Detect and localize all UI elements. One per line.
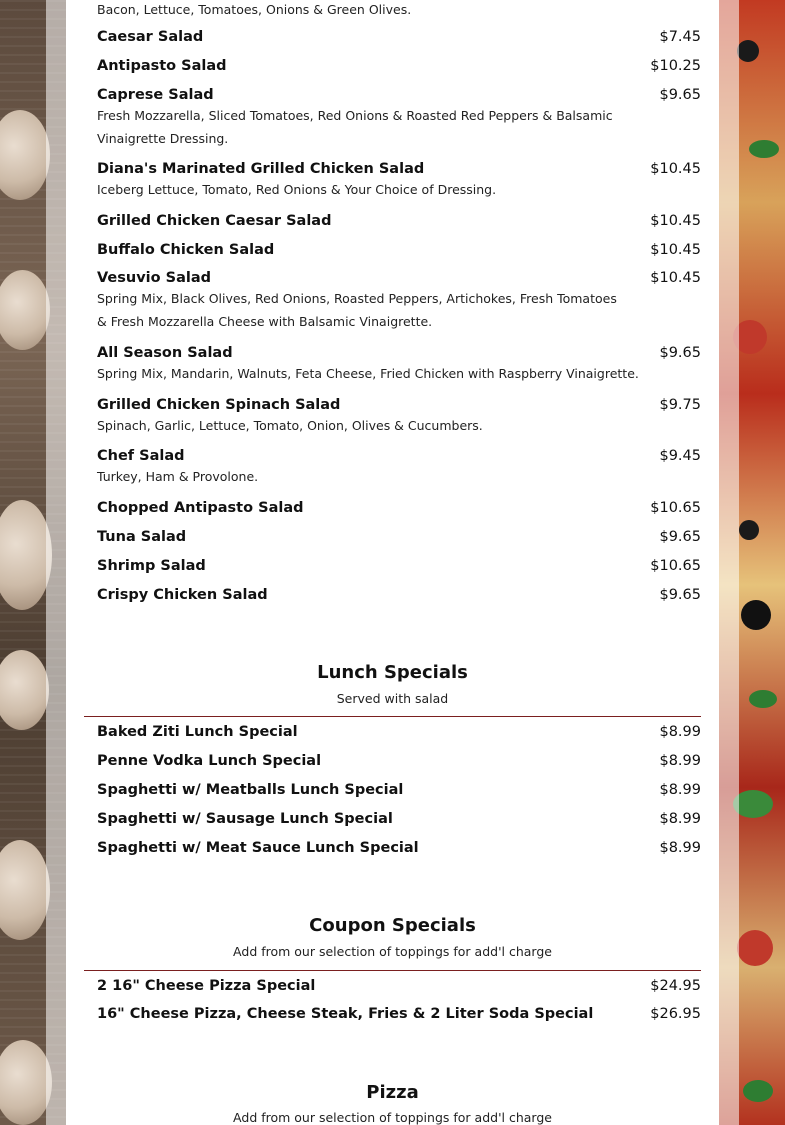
menu-item	[97, 724, 701, 740]
section-subtitle: Served with salad	[336, 691, 449, 706]
item-name: Chopped Antipasto Salad	[97, 500, 304, 516]
menu-item	[97, 500, 701, 516]
menu-item	[97, 753, 701, 769]
mushroom-image	[0, 840, 50, 940]
item-price: $9.45	[659, 448, 701, 464]
item-name: Diana's Marinated Grilled Chicken Salad	[97, 161, 425, 177]
mushroom-image	[0, 650, 49, 730]
item-price: $9.65	[659, 529, 701, 545]
item-name: Spaghetti w/ Sausage Lunch Special	[97, 811, 393, 827]
menu-item	[97, 811, 701, 827]
menu-item	[97, 58, 701, 74]
menu-item	[97, 448, 701, 488]
basil-topping	[749, 690, 777, 708]
item-name: 2 16" Cheese Pizza Special	[97, 978, 316, 994]
menu-item	[97, 529, 701, 545]
item-name: Spaghetti w/ Meatballs Lunch Special	[97, 782, 404, 798]
menu-item	[97, 213, 701, 229]
olive-topping	[737, 40, 759, 62]
menu-item	[97, 558, 701, 574]
menu-item	[97, 1006, 701, 1022]
item-description: Iceberg Lettuce, Tomato, Red Onions & Your Choice of Dressing.	[97, 182, 497, 197]
item-price: $9.65	[659, 345, 701, 361]
item-name: Shrimp Salad	[97, 558, 206, 574]
item-price: $8.99	[659, 811, 701, 827]
item-name: Chef Salad	[97, 448, 185, 464]
item-description: Bacon, Lettuce, Tomatoes, Onions & Green Olives.	[97, 2, 412, 17]
item-price: $24.95	[650, 978, 701, 994]
item-price: $8.99	[659, 840, 701, 856]
section-divider	[84, 716, 701, 717]
item-name: Penne Vodka Lunch Special	[97, 753, 322, 769]
item-description: Turkey, Ham & Provolone.	[97, 469, 259, 484]
item-name: Vesuvio Salad	[97, 270, 212, 286]
item-name: 16" Cheese Pizza, Cheese Steak, Fries & 2 Liter Soda Special	[97, 1006, 594, 1022]
menu-item	[97, 161, 701, 201]
item-price: $9.65	[659, 87, 701, 103]
section-title-pizza: Pizza	[366, 1082, 419, 1103]
item-name: Crispy Chicken Salad	[97, 587, 268, 603]
item-price: $8.99	[659, 782, 701, 798]
menu-item	[97, 397, 701, 437]
item-price: $10.45	[650, 213, 701, 229]
pepperoni-topping	[737, 930, 773, 966]
item-price: $10.25	[650, 58, 701, 74]
mushroom-image	[0, 110, 50, 200]
mushroom-image	[0, 1040, 52, 1125]
item-price: $9.65	[659, 587, 701, 603]
item-description: Spinach, Garlic, Lettuce, Tomato, Onion, Olives & Cucumbers.	[97, 418, 483, 433]
item-price: $26.95	[650, 1006, 701, 1022]
item-description: Spring Mix, Mandarin, Walnuts, Feta Cheese, Fried Chicken with Raspberry Vinaigrette.	[97, 366, 639, 381]
menu-item	[97, 345, 701, 385]
item-name: Grilled Chicken Caesar Salad	[97, 213, 332, 229]
menu-item	[97, 782, 701, 798]
basil-topping	[733, 790, 773, 818]
item-name: Grilled Chicken Spinach Salad	[97, 397, 341, 413]
item-name: Caesar Salad	[97, 29, 204, 45]
panel-shadow-left	[46, 0, 66, 1125]
menu-item	[97, 840, 701, 856]
section-divider	[84, 970, 701, 971]
section-subtitle: Add from our selection of toppings for add'l charge	[233, 1110, 552, 1125]
item-price: $10.65	[650, 500, 701, 516]
basil-topping	[749, 140, 779, 158]
item-name: All Season Salad	[97, 345, 233, 361]
menu-panel	[66, 0, 719, 1125]
item-price: $8.99	[659, 724, 701, 740]
item-name: Baked Ziti Lunch Special	[97, 724, 298, 740]
item-name: Caprese Salad	[97, 87, 214, 103]
basil-topping	[743, 1080, 773, 1102]
menu-item	[97, 587, 701, 603]
item-name: Spaghetti w/ Meat Sauce Lunch Special	[97, 840, 419, 856]
menu-item	[97, 29, 701, 45]
section-subtitle: Add from our selection of toppings for add'l charge	[233, 944, 552, 959]
item-price: $10.65	[650, 558, 701, 574]
olive-topping	[739, 520, 759, 540]
item-price: $9.75	[659, 397, 701, 413]
menu-item	[97, 270, 701, 333]
menu-item	[97, 87, 701, 150]
item-price: $10.45	[650, 270, 701, 286]
item-price: $7.45	[659, 29, 701, 45]
menu-item	[97, 242, 701, 258]
item-price: $10.45	[650, 242, 701, 258]
item-name: Antipasto Salad	[97, 58, 227, 74]
item-description: Spring Mix, Black Olives, Red Onions, Roasted Peppers, Artichokes, Fresh Tomatoes & Fresh Mozzarella Cheese with Balsamic Vinaigrette.	[97, 291, 617, 329]
menu-item	[97, 978, 701, 994]
item-price: $8.99	[659, 753, 701, 769]
item-name: Tuna Salad	[97, 529, 187, 545]
olive-topping	[741, 600, 771, 630]
section-title-lunch-specials: Lunch Specials	[317, 662, 468, 683]
item-description: Fresh Mozzarella, Sliced Tomatoes, Red Onions & Roasted Red Peppers & Balsamic Vinaigrette Dressing.	[97, 108, 613, 146]
mushroom-image	[0, 270, 50, 350]
item-name: Buffalo Chicken Salad	[97, 242, 275, 258]
section-title-coupon-specials: Coupon Specials	[309, 915, 476, 936]
panel-shadow-right	[719, 0, 739, 1125]
item-price: $10.45	[650, 161, 701, 177]
mushroom-image	[0, 500, 52, 610]
